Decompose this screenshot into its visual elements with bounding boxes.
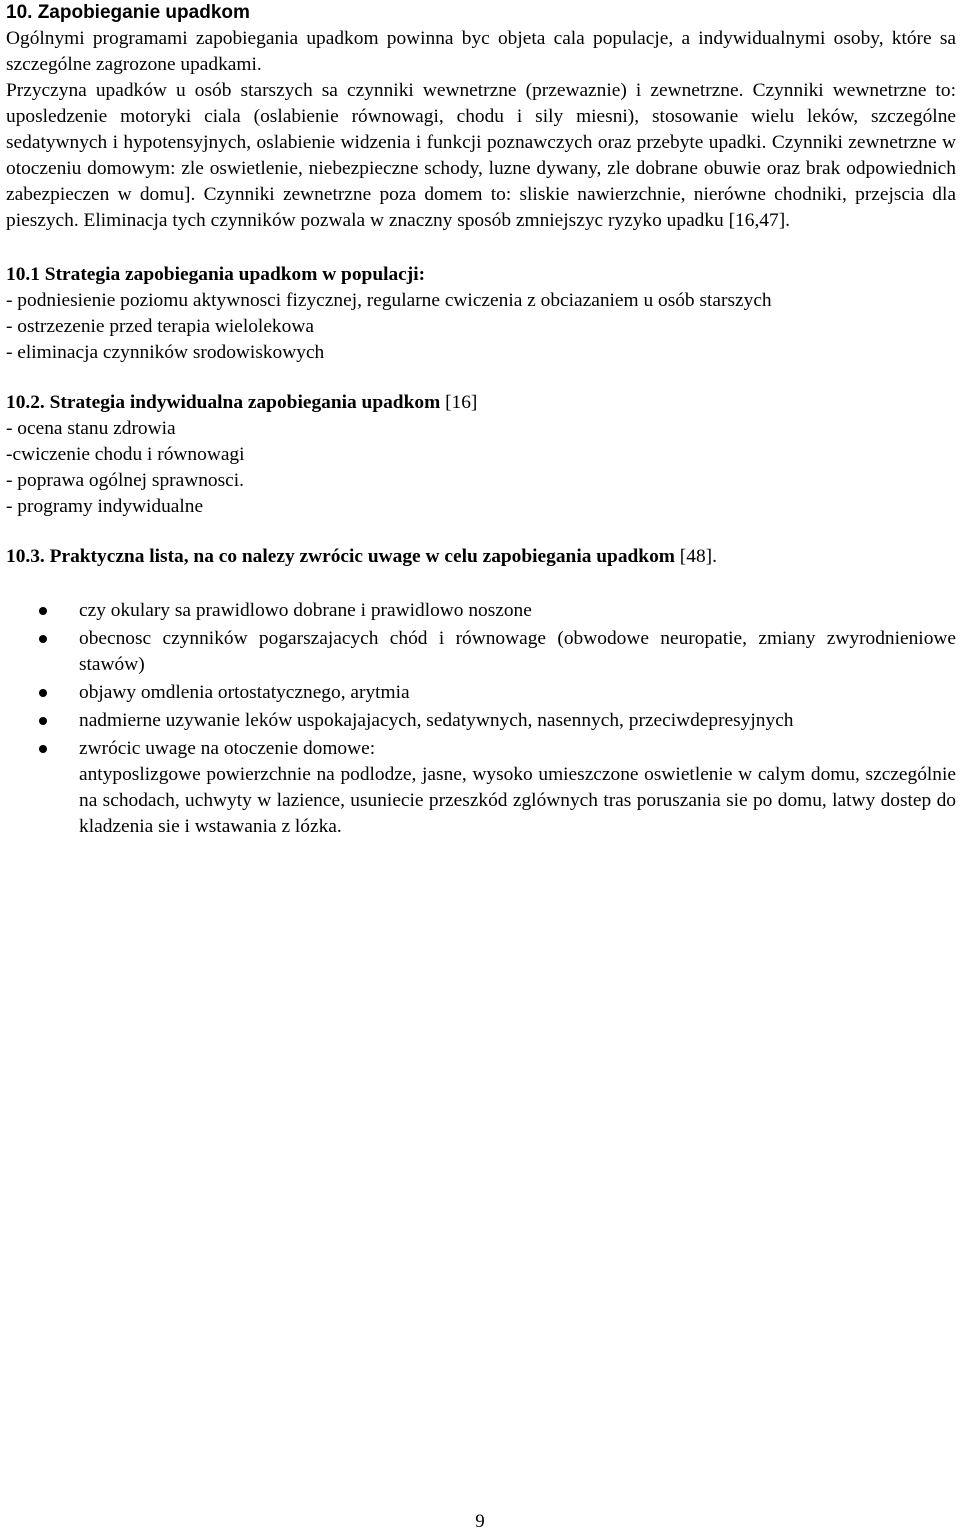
list-item: - programy indywidualne (6, 496, 204, 517)
subsection-1-list (6, 288, 956, 366)
subsection-3-title (6, 544, 956, 570)
document-page (6, 0, 956, 842)
bullet-item: objawy omdlenia ortostatycznego, arytmia (6, 680, 956, 706)
list-item: -cwiczenie chodu i równowagi (6, 444, 245, 465)
subsection-2-title-text: 10.2. Strategia indywidualna zapobiegania upadkom (6, 392, 441, 413)
subsection-1-title-text: 10.1 Strategia zapobiegania upadkom w populacji: (6, 264, 426, 285)
list-item: - eliminacja czynników srodowiskowych (6, 342, 325, 363)
subsection-3-title-text: 10.3. Praktyczna lista, na co nalezy zwrócic uwage w celu zapobiegania upadkom (6, 546, 675, 567)
bullet-icon (39, 745, 47, 753)
subsection-3-bullet-list (6, 598, 956, 840)
bullet-icon (39, 717, 47, 725)
bullet-icon (39, 635, 47, 643)
section-title: 10. Zapobieganie upadkom (6, 2, 250, 23)
list-item: - ocena stanu zdrowia (6, 418, 176, 439)
bullet-item: czy okulary sa prawidlowo dobrane i prawidlowo noszone (6, 598, 956, 624)
subsection-2-list (6, 416, 956, 520)
list-item: - ostrzezenie przed terapia wielolekowa (6, 316, 314, 337)
bullet-icon (39, 607, 47, 615)
bullet-item: nadmierne uzywanie leków uspokajajacych, sedatywnych, nasennych, przeciwdepresyjnych (6, 708, 956, 734)
bullet-icon (39, 689, 47, 697)
intro-paragraph: Przyczyna upadków u osób starszych sa czynniki wewnetrzne (przewaznie) i zewnetrzne. Czynniki wewnetrzne to: uposledzenie motoryki ciala (oslabienie równowagi, chodu i sily miesni), stosowanie wielu leków, szczególne sedatywnych i hypotensyjnych, oslabienie widzenia i funkcji poznawczych oraz przebyte upadki. Czynniki zewnetrzne w otoczeniu domowym: zle oswietlenie, niebezpieczne schody, luzne dywany, zle dobrane obuwie oraz brak odpowiednich zabezpieczen w domu]. Czynniki zewnetrzne poza domem to: sliskie nawierzchnie, nierówne chodniki, przejscia dla pieszych. Eliminacja tych czynników pozwala w znaczny sposób zmniejszyc ryzyko upadku [16,47]. (6, 80, 956, 231)
list-item: - podniesienie poziomu aktywnosci fizycznej, regularne cwiczenia z obciazaniem u osób starszych (6, 290, 772, 311)
bullet-item: zwrócic uwage na otoczenie domowe: antyposlizgowe powierzchnie na podlodze, jasne, wysoko umieszczone oswietlenie w calym domu, szczególnie na schodach, uchwyty w lazience, usuniecie przeszkód zglównych tras poruszania sie po domu, latwy dostep do kladzenia sie i wstawania z lózka. (6, 736, 956, 840)
list-item: - poprawa ogólnej sprawnosci. (6, 470, 245, 491)
subsection-2-reference: [16] (440, 392, 478, 413)
page-number: 9 (475, 1511, 485, 1532)
subsection-2-title (6, 390, 956, 416)
subsection-1-title (6, 262, 956, 288)
bullet-item: obecnosc czynników pogarszajacych chód i równowage (obwodowe neuropatie, zmiany zwyrodnieniowe stawów) (6, 626, 956, 678)
subsection-3-reference: [48]. (674, 546, 717, 567)
intro-line: Ogólnymi programami zapobiegania upadkom powinna byc objeta cala populacje, a indywidualnymi osoby, które sa szczególne zagrozone upadkami. (6, 28, 956, 75)
bullet-item-continuation: antyposlizgowe powierzchnie na podlodze, jasne, wysoko umieszczone oswietlenie w calym domu, szczególnie na schodach, uchwyty w lazience, usuniecie przeszkód zglównych tras poruszania sie po domu, latwy dostep do kladzenia sie i wstawania z lózka. (79, 764, 956, 837)
